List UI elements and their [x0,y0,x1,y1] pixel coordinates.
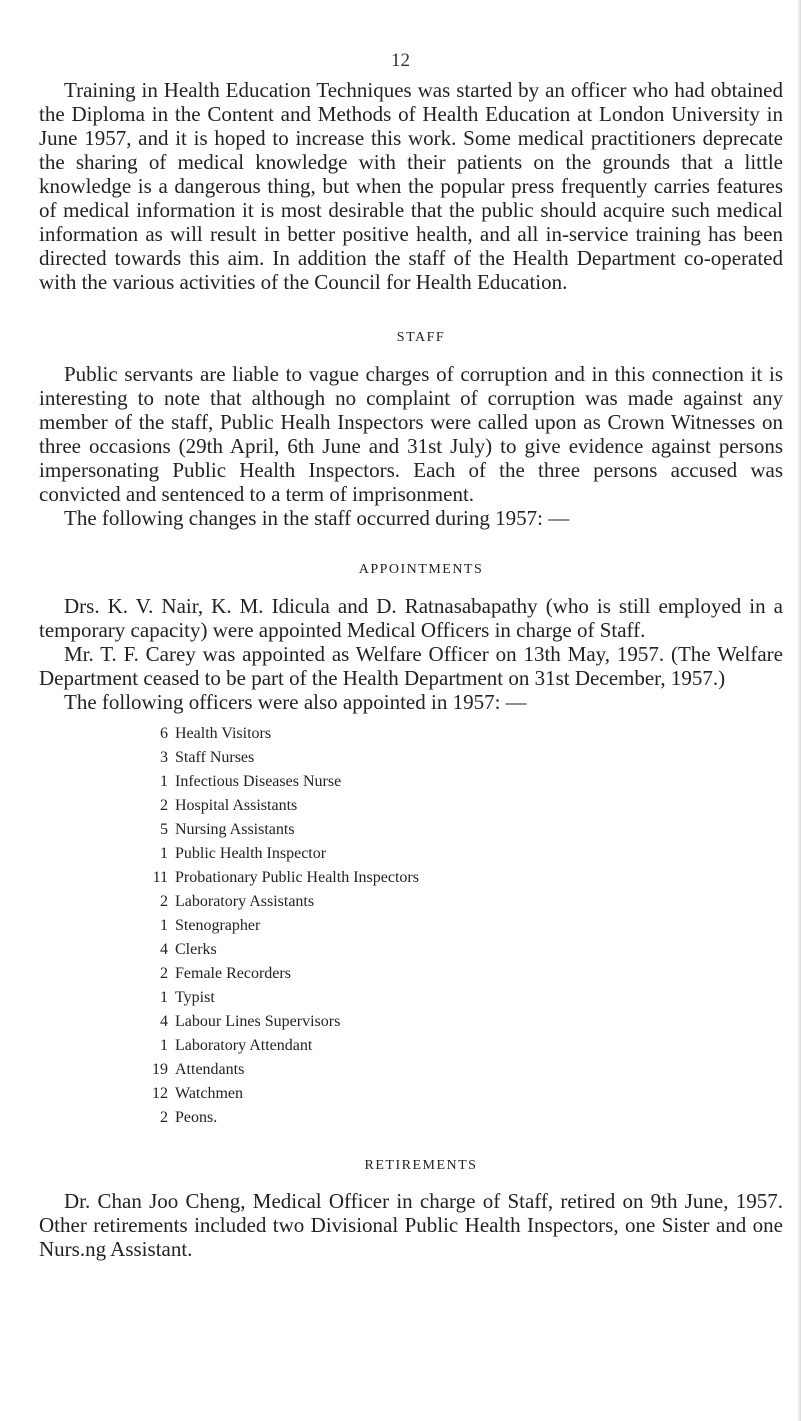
list-item [146,962,783,986]
officer-title: Nursing Assistants [175,821,295,838]
staff-heading: STAFF [396,330,446,345]
officer-title: Labour Lines Supervisors [175,1013,341,1030]
document-body [39,78,783,1261]
officer-count: 3 [160,749,168,766]
officer-title: Health Visitors [175,725,272,742]
officer-count: 2 [160,893,168,910]
appointments-heading: APPOINTMENTS [358,562,484,577]
appointments-paragraph-medical-officers: Drs. K. V. Nair, K. M. Idicula and D. Ratnasabapathy (who is still employed in a temporary capacity) were appointed Medical Officers in charge of Staff. [39,594,783,642]
officer-count: 19 [152,1061,168,1078]
list-item [146,794,783,818]
appointments-paragraph-welfare-officer: Mr. T. F. Carey was appointed as Welfare Officer on 13th May, 1957. (The Welfare Department ceased to be part of the Health Department on 31st December, 1957.) [39,642,783,690]
staff-paragraph-changes: The following changes in the staff occurred during 1957: — [64,506,570,530]
officer-count: 4 [160,1013,168,1030]
officer-title: Infectious Diseases Nurse [175,773,342,790]
officer-title: Female Recorders [175,965,291,982]
list-item [146,842,783,866]
list-item [146,770,783,794]
intro-paragraph: Training in Health Education Techniques was started by an officer who had obtained the Diploma in the Content and Methods of Health Education at London University in June 1957, and it is hoped to increase this work. Some medical practitioners deprecate the sharing of medical knowledge with their patients on the grounds that a little knowledge is a dangerous thing, but when the popular press frequently carries features of medical information it is most desirable that the public should acquire such medical information as will result in better positive health, and all in-service training has been directed towards this aim. In addition the staff of the Health Department co-operated with the various activities of the Council for Health Education. [39,78,783,294]
page-number: 12 [391,50,410,71]
list-item [146,914,783,938]
officer-count: 1 [160,917,168,934]
officer-title: Typist [175,989,215,1006]
officer-title: Stenographer [175,917,261,934]
officer-title: Clerks [175,941,217,958]
list-item [146,1034,783,1058]
officer-title: Staff Nurses [175,749,255,766]
officer-title: Hospital Assistants [175,797,298,814]
officer-count: 1 [160,773,168,790]
list-item [146,1106,783,1130]
officer-title: Public Health Inspector [175,845,327,862]
list-item [146,722,783,746]
officer-count: 1 [160,1037,168,1054]
officer-title: Peons. [175,1109,218,1126]
staff-paragraph-corruption: Public servants are liable to vague charges of corruption and in this connection it is interesting to note that although no complaint of corruption was made against any member of the staff, Public Healh Inspectors were called upon as Crown Witnesses on three occasions (29th April, 6th June and 31st July) to give evidence against persons impersonating Public Health Inspectors. Each of the three persons accused was convicted and sentenced to a term of imprisonment. [39,362,783,506]
list-item [146,938,783,962]
officer-count: 2 [160,965,168,982]
list-item [146,746,783,770]
appointed-officers-list [146,722,783,1130]
officer-title: Laboratory Attendant [175,1037,313,1054]
scan-edge-shadow [797,0,801,1421]
list-item [146,866,783,890]
officer-title: Watchmen [175,1085,244,1102]
officer-count: 6 [160,725,168,742]
list-item [146,818,783,842]
list-item [146,1082,783,1106]
officer-count: 1 [160,845,168,862]
officer-count: 2 [160,797,168,814]
officer-count: 2 [160,1109,168,1126]
retirements-heading: RETIREMENTS [364,1158,478,1173]
list-item [146,1058,783,1082]
officer-count: 4 [160,941,168,958]
officer-count: 1 [160,989,168,1006]
list-item [146,986,783,1010]
officer-title: Probationary Public Health Inspectors [175,869,419,886]
officer-count: 12 [152,1085,168,1102]
officer-count: 11 [152,869,168,886]
list-item [146,890,783,914]
appointments-paragraph-officers-intro: The following officers were also appointed in 1957: — [64,690,527,714]
officer-title: Attendants [175,1061,245,1078]
retirements-paragraph: Dr. Chan Joo Cheng, Medical Officer in charge of Staff, retired on 9th June, 1957. Other retirements included two Divisional Public Health Inspectors, one Sister and one Nurs.ng Assistant. [39,1189,783,1261]
list-item [146,1010,783,1034]
officer-title: Laboratory Assistants [175,893,315,910]
officer-count: 5 [160,821,168,838]
